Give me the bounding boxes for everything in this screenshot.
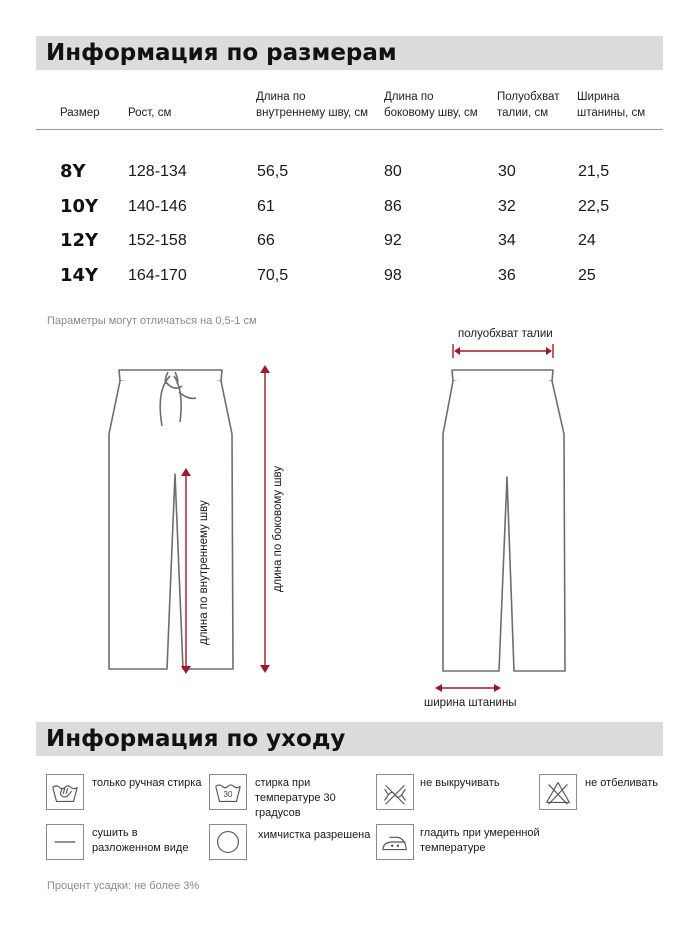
- care-text-no-wring: не выкручивать: [420, 777, 500, 789]
- table-row: [0, 224, 698, 258]
- outseam-arrow: [257, 365, 273, 673]
- inseam-cell: 66: [257, 232, 275, 249]
- outseam-cell: 92: [384, 232, 402, 249]
- inseam-cell: 61: [257, 198, 275, 215]
- size-tolerance-note: Параметры могут отличаться на 0,5-1 см: [47, 315, 257, 327]
- dry-flat-icon: [46, 824, 84, 860]
- table-row: [0, 155, 698, 189]
- waist-cell: 32: [498, 198, 516, 215]
- waist-arrow: [452, 344, 554, 358]
- column-header-waist: Полуобхват талии, см: [497, 91, 560, 119]
- outseam-cell: 98: [384, 267, 402, 284]
- outseam-cell: 80: [384, 163, 402, 180]
- wash-temperature-label: 30: [223, 790, 233, 799]
- leg-width-cell: 25: [578, 267, 596, 284]
- care-text-dry-clean: химчистка разрешена: [258, 829, 371, 841]
- hand-wash-icon: [46, 774, 84, 810]
- column-header-outseam: Длина по боковому шву, см: [384, 91, 478, 119]
- no-wring-icon: [376, 774, 414, 810]
- table-row: [0, 259, 698, 293]
- size-cell: 8Y: [60, 161, 86, 182]
- pants-front-illustration: [100, 362, 240, 674]
- leg-width-cell: 24: [578, 232, 596, 249]
- care-text-dry-flat: сушить в разложенном виде: [92, 827, 189, 854]
- column-header-leg-width: Ширина штанины, см: [577, 91, 646, 119]
- size-cell: 10Y: [60, 196, 99, 217]
- size-info-title: Информация по размерам: [36, 36, 663, 70]
- care-text-hand-wash: только ручная стирка: [92, 777, 202, 789]
- care-info-title: Информация по уходу: [36, 722, 663, 756]
- shrinkage-note: Процент усадки: не более 3%: [47, 880, 200, 892]
- outseam-cell: 86: [384, 198, 402, 215]
- dry-clean-icon: [209, 824, 247, 860]
- column-header-size: Размер: [60, 107, 100, 119]
- inseam-cell: 56,5: [257, 163, 289, 180]
- column-header-height: Рост, см: [128, 107, 172, 119]
- waist-label: полуобхват талии: [458, 328, 553, 340]
- care-text-iron-medium: гладить при умеренной температуре: [420, 827, 540, 854]
- table-row: [0, 190, 698, 224]
- inseam-arrow: [178, 468, 194, 674]
- waist-cell: 34: [498, 232, 516, 249]
- care-text-no-bleach: не отбеливать: [585, 777, 659, 789]
- leg-width-cell: 22,5: [578, 198, 610, 215]
- outseam-label: длина по боковому шву: [272, 465, 284, 593]
- height-cell: 128-134: [128, 163, 187, 180]
- inseam-cell: 70,5: [257, 267, 289, 284]
- height-cell: 140-146: [128, 198, 187, 215]
- pants-back-illustration: [434, 362, 570, 676]
- height-cell: 164-170: [128, 267, 187, 284]
- size-cell: 14Y: [60, 265, 99, 286]
- size-cell: 12Y: [60, 230, 99, 251]
- waist-cell: 30: [498, 163, 516, 180]
- column-header-inseam: Длина по внутреннему шву, см: [256, 91, 369, 119]
- height-cell: 152-158: [128, 232, 187, 249]
- inseam-label: длина по внутреннему шву: [198, 500, 210, 645]
- leg-width-arrow: [434, 682, 502, 694]
- table-header-divider: [36, 129, 663, 130]
- iron-medium-icon: [376, 824, 414, 860]
- waist-cell: 36: [498, 267, 516, 284]
- leg-width-label: ширина штанины: [424, 697, 517, 709]
- leg-width-cell: 21,5: [578, 163, 610, 180]
- care-text-wash-30: стирка при температуре 30 градусов: [255, 777, 336, 819]
- no-bleach-icon: [539, 774, 577, 810]
